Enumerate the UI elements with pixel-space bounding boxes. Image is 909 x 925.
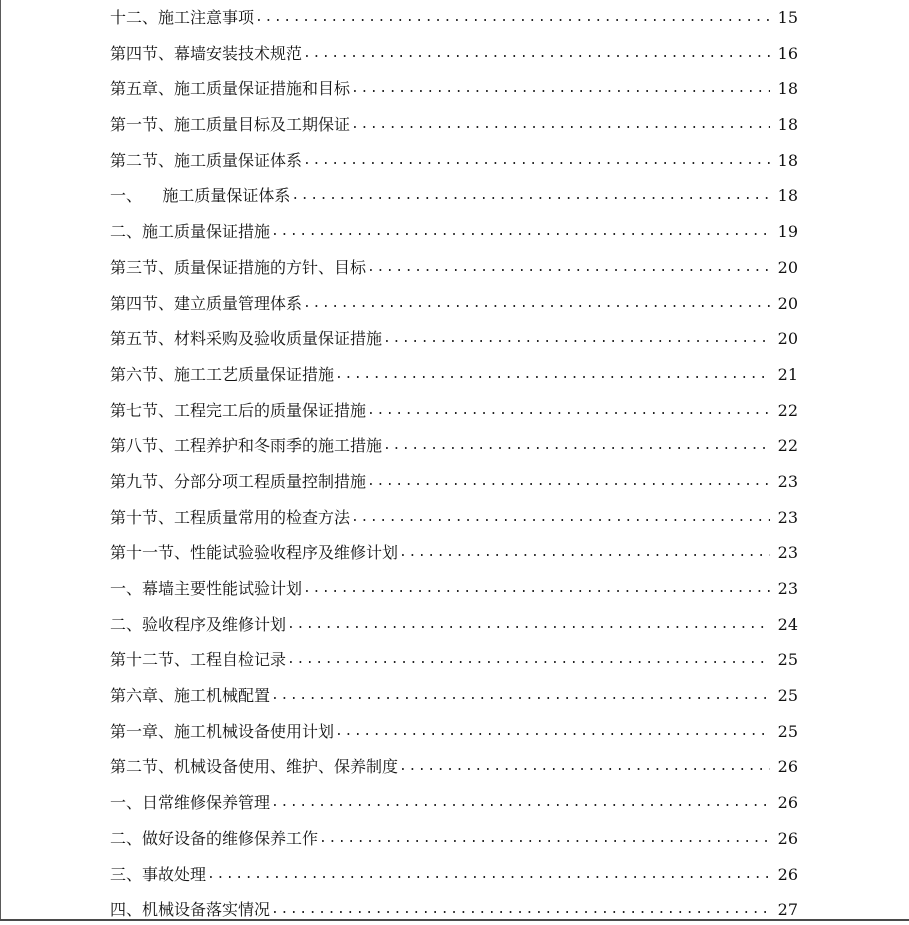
toc-entry-page: 21 bbox=[776, 365, 798, 390]
toc-entry-title: 二、施工质量保证措施 bbox=[110, 222, 270, 247]
toc-entry-title: 第五节、材料采购及验收质量保证措施 bbox=[110, 329, 382, 354]
toc-entry-title: 第六章、施工机械配置 bbox=[110, 686, 270, 711]
toc-leader-dots bbox=[207, 865, 770, 890]
toc-entry[interactable] bbox=[110, 247, 798, 283]
toc-leader-dots bbox=[271, 793, 770, 818]
toc-entry[interactable] bbox=[110, 497, 798, 533]
toc-entry[interactable] bbox=[110, 782, 798, 818]
toc-entry-page: 26 bbox=[776, 757, 798, 782]
toc-entry-title: 第四节、幕墙安装技术规范 bbox=[110, 44, 302, 69]
toc-leader-dots bbox=[255, 8, 770, 33]
toc-entry[interactable] bbox=[110, 568, 798, 604]
toc-entry[interactable] bbox=[110, 104, 798, 140]
toc-entry-title: 第十节、工程质量常用的检查方法 bbox=[110, 508, 350, 533]
toc-leader-dots bbox=[271, 222, 770, 247]
toc-leader-dots bbox=[287, 615, 770, 640]
toc-leader-dots bbox=[367, 472, 770, 497]
toc-entry-page: 26 bbox=[776, 793, 798, 818]
toc-entry[interactable] bbox=[110, 426, 798, 462]
toc-entry-title: 第三节、质量保证措施的方针、目标 bbox=[110, 258, 366, 283]
toc-entry-title: 三、事故处理 bbox=[110, 865, 206, 890]
toc-entry-page: 18 bbox=[776, 151, 798, 176]
toc-entry-title: 第十二节、工程自检记录 bbox=[110, 650, 286, 675]
toc-entry-title: 一、 施工质量保证体系 bbox=[110, 186, 290, 211]
toc-entry-page: 25 bbox=[776, 722, 798, 747]
toc-entry-title: 一、日常维修保养管理 bbox=[110, 793, 270, 818]
toc-entry-page: 18 bbox=[776, 186, 798, 211]
toc-entry[interactable] bbox=[110, 390, 798, 426]
toc-entry-page: 20 bbox=[776, 294, 798, 319]
toc-leader-dots bbox=[367, 258, 770, 283]
toc-entry[interactable] bbox=[110, 711, 798, 747]
toc-leader-dots bbox=[291, 186, 770, 211]
toc-entry-page: 27 bbox=[776, 900, 798, 925]
toc-entry-title: 第九节、分部分项工程质量控制措施 bbox=[110, 472, 366, 497]
toc-leader-dots bbox=[399, 757, 770, 782]
toc-entry-title: 第十一节、性能试验验收程序及维修计划 bbox=[110, 543, 398, 568]
toc-entry-page: 19 bbox=[776, 222, 798, 247]
toc-entry-page: 18 bbox=[776, 79, 798, 104]
toc-entry[interactable] bbox=[110, 854, 798, 890]
toc-entry-title: 一、幕墙主要性能试验计划 bbox=[110, 579, 302, 604]
toc-entry-page: 16 bbox=[776, 44, 798, 69]
toc-entry-page: 23 bbox=[776, 472, 798, 497]
toc-entry-title: 第一节、施工质量目标及工期保证 bbox=[110, 115, 350, 140]
toc-entry[interactable] bbox=[110, 69, 798, 105]
toc-entry-page: 26 bbox=[776, 829, 798, 854]
toc-leader-dots bbox=[303, 151, 770, 176]
toc-entry[interactable] bbox=[110, 533, 798, 569]
toc-leader-dots bbox=[367, 401, 770, 426]
toc-entry[interactable] bbox=[110, 354, 798, 390]
toc-entry-title: 第五章、施工质量保证措施和目标 bbox=[110, 79, 350, 104]
toc-entry-title: 第一章、施工机械设备使用计划 bbox=[110, 722, 334, 747]
toc-entry-title: 二、做好设备的维修保养工作 bbox=[110, 829, 318, 854]
toc-leader-dots bbox=[303, 44, 770, 69]
toc-entry[interactable] bbox=[110, 0, 798, 33]
toc-entry[interactable] bbox=[110, 675, 798, 711]
toc-entry-page: 20 bbox=[776, 329, 798, 354]
toc-entry-page: 23 bbox=[776, 579, 798, 604]
toc-leader-dots bbox=[335, 722, 770, 747]
toc-leader-dots bbox=[383, 329, 770, 354]
toc-entry-page: 26 bbox=[776, 865, 798, 890]
toc-entry[interactable] bbox=[110, 283, 798, 319]
toc-leader-dots bbox=[351, 115, 770, 140]
toc-entry-title: 第二节、施工质量保证体系 bbox=[110, 151, 302, 176]
toc-leader-dots bbox=[287, 650, 770, 675]
toc-entry[interactable] bbox=[110, 211, 798, 247]
toc-entry[interactable] bbox=[110, 818, 798, 854]
toc-entry-title: 第七节、工程完工后的质量保证措施 bbox=[110, 401, 366, 426]
toc-entry-page: 18 bbox=[776, 115, 798, 140]
table-of-contents bbox=[110, 0, 798, 925]
toc-entry[interactable] bbox=[110, 747, 798, 783]
toc-leader-dots bbox=[383, 436, 770, 461]
toc-leader-dots bbox=[271, 686, 770, 711]
toc-entry[interactable] bbox=[110, 640, 798, 676]
toc-entry-page: 24 bbox=[776, 615, 798, 640]
toc-entry-page: 20 bbox=[776, 258, 798, 283]
toc-entry[interactable] bbox=[110, 461, 798, 497]
toc-entry-page: 22 bbox=[776, 436, 798, 461]
toc-entry-title: 四、机械设备落实情况 bbox=[110, 900, 270, 925]
toc-entry-page: 25 bbox=[776, 650, 798, 675]
toc-entry[interactable] bbox=[110, 140, 798, 176]
toc-entry-page: 23 bbox=[776, 543, 798, 568]
toc-entry[interactable] bbox=[110, 176, 798, 212]
toc-leader-dots bbox=[319, 829, 770, 854]
toc-leader-dots bbox=[351, 79, 770, 104]
toc-leader-dots bbox=[303, 294, 770, 319]
toc-entry[interactable] bbox=[110, 33, 798, 69]
toc-entry[interactable] bbox=[110, 319, 798, 355]
toc-entry-page: 23 bbox=[776, 508, 798, 533]
toc-entry-page: 15 bbox=[776, 8, 798, 33]
toc-entry-page: 22 bbox=[776, 401, 798, 426]
toc-entry-title: 第四节、建立质量管理体系 bbox=[110, 294, 302, 319]
toc-entry-title: 第二节、机械设备使用、维护、保养制度 bbox=[110, 757, 398, 782]
toc-entry-title: 第八节、工程养护和冬雨季的施工措施 bbox=[110, 436, 382, 461]
toc-entry-title: 十二、施工注意事项 bbox=[110, 8, 254, 33]
toc-entry-title: 第六节、施工工艺质量保证措施 bbox=[110, 365, 334, 390]
toc-leader-dots bbox=[303, 579, 770, 604]
toc-leader-dots bbox=[351, 508, 770, 533]
toc-leader-dots bbox=[271, 900, 770, 925]
toc-entry-title: 二、验收程序及维修计划 bbox=[110, 615, 286, 640]
toc-entry-page: 25 bbox=[776, 686, 798, 711]
page-left-edge bbox=[0, 0, 1, 921]
toc-leader-dots bbox=[335, 365, 770, 390]
toc-leader-dots bbox=[399, 543, 770, 568]
toc-entry[interactable] bbox=[110, 604, 798, 640]
